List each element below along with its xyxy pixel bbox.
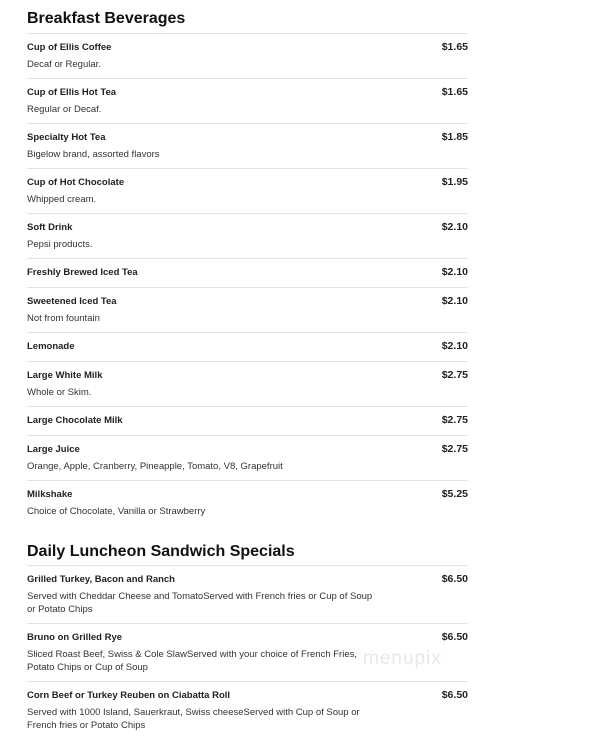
item-price: $2.75 [441, 414, 468, 426]
item-description: Regular or Decaf. [27, 104, 102, 115]
menu-item [27, 332, 468, 361]
item-description: Bigelow brand, assorted flavors [27, 149, 160, 160]
item-name: Large Chocolate Milk [27, 415, 123, 426]
item-name: Milkshake [27, 489, 73, 500]
menu-item [27, 258, 468, 287]
item-description: Not from fountain [27, 313, 100, 324]
item-price: $2.75 [441, 369, 468, 381]
item-name: Lemonade [27, 341, 75, 352]
menu [27, 0, 468, 733]
item-price: $2.10 [441, 266, 468, 278]
menu-item [27, 565, 468, 623]
item-price: $2.75 [441, 443, 468, 455]
menu-item [27, 287, 468, 332]
item-name: Cup of Ellis Hot Tea [27, 87, 117, 98]
item-name: Bruno on Grilled Rye [27, 632, 123, 643]
item-price: $1.95 [441, 176, 468, 188]
menu-item [27, 123, 468, 168]
section-title-daily-luncheon-sandwich-specials: Daily Luncheon Sandwich Specials [27, 543, 295, 560]
item-price: $1.85 [441, 131, 468, 143]
menu-item [27, 406, 468, 435]
item-name: Specialty Hot Tea [27, 132, 106, 143]
item-description: Whipped cream. [27, 194, 97, 205]
item-description: Served with 1000 Island, Sauerkraut, Swiss cheeseServed with Cup of Soup or French fries or Potato Chips [27, 707, 360, 731]
item-description: Decaf or Regular. [27, 59, 101, 70]
item-name: Grilled Turkey, Bacon and Ranch [27, 574, 175, 585]
item-price: $1.65 [441, 41, 468, 53]
item-price: $2.10 [441, 340, 468, 352]
item-price: $6.50 [441, 631, 468, 643]
item-name: Large Juice [27, 444, 80, 455]
item-name: Cup of Hot Chocolate [27, 177, 125, 188]
item-price: $5.25 [441, 488, 468, 500]
menupix-watermark: menupix [363, 648, 442, 669]
item-price: $1.65 [441, 86, 468, 98]
item-description: Served with Cheddar Cheese and TomatoServed with French fries or Cup of Soup or Potato Chips [27, 591, 373, 615]
item-name: Freshly Brewed Iced Tea [27, 267, 138, 278]
item-price: $6.50 [441, 573, 468, 585]
menu-item [27, 435, 468, 480]
item-description: Orange, Apple, Cranberry, Pineapple, Tomato, V8, Grapefruit [27, 461, 283, 472]
item-price: $6.50 [441, 689, 468, 701]
item-price: $2.10 [441, 295, 468, 307]
item-description: Sliced Roast Beef, Swiss & Cole SlawServed with your choice of French Fries, Potato Chips or Cup of Soup [27, 649, 357, 673]
item-name: Cup of Ellis Coffee [27, 42, 112, 53]
item-name: Corn Beef or Turkey Reuben on Ciabatta Roll [27, 690, 231, 701]
item-description: Pepsi products. [27, 239, 93, 250]
menu-item [27, 681, 468, 733]
menu-item [27, 168, 468, 213]
item-description: Whole or Skim. [27, 387, 92, 398]
menu-item [27, 213, 468, 258]
item-name: Sweetened Iced Tea [27, 296, 117, 307]
menu-item [27, 480, 468, 525]
item-name: Large White Milk [27, 370, 103, 381]
section-title-breakfast-beverages: Breakfast Beverages [27, 10, 186, 27]
item-price: $2.10 [441, 221, 468, 233]
menu-item [27, 78, 468, 123]
item-description: Choice of Chocolate, Vanilla or Strawberry [27, 506, 206, 517]
menu-item [27, 361, 468, 406]
menu-item [27, 33, 468, 78]
item-name: Soft Drink [27, 222, 73, 233]
